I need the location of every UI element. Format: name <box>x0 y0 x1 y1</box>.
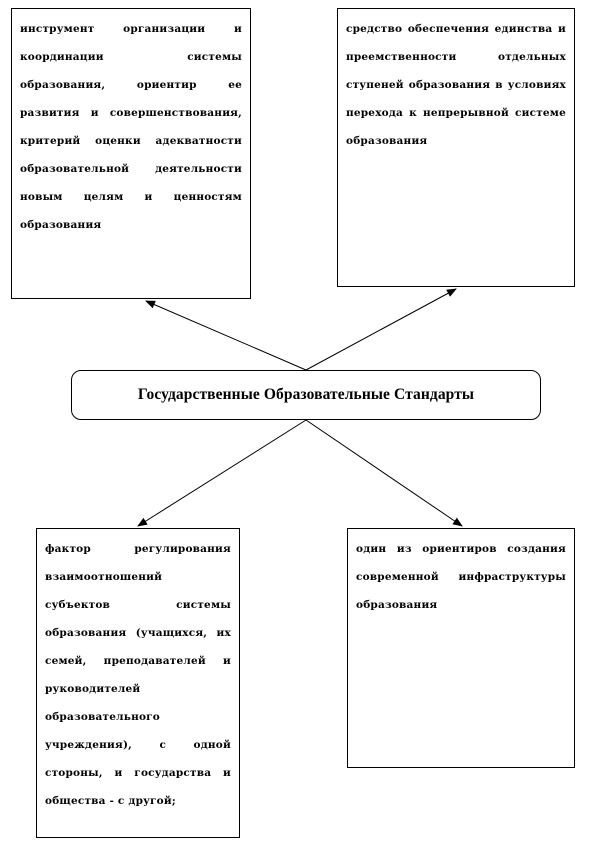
central-node <box>71 370 541 420</box>
arrow-to-top-right <box>306 289 456 370</box>
box-regulation-factor <box>36 528 240 838</box>
central-node-label: Государственные Образовательные Стандарты <box>137 386 475 403</box>
box-infrastructure-guide-text: один из ориентиров создания современной инфраструктуры образования <box>356 543 566 611</box>
box-regulation-factor-text: фактор регулирования взаимоотношений субъектов системы образования (учащихся, их семей, преподавателей и руководителей образовательного учреждения), с одной стороны, и государства и общества - с другой; <box>45 543 231 807</box>
box-continuity-means-text: средство обеспечения единства и преемственности отдельных ступеней образования в условиях перехода к непрерывной системе образования <box>346 23 566 147</box>
box-coordination-tool-text: инструмент организации и координации системы образования, ориентир ее развития и совершенствования, критерий оценки адекватности образовательной деятельности новым целям и ценностям образования <box>20 23 242 231</box>
arrow-to-top-left <box>146 301 306 370</box>
box-infrastructure-guide <box>347 528 575 768</box>
box-continuity-means <box>337 8 575 287</box>
arrow-to-bottom-right <box>306 420 462 526</box>
box-coordination-tool <box>11 8 251 299</box>
arrow-to-bottom-left <box>138 420 306 526</box>
